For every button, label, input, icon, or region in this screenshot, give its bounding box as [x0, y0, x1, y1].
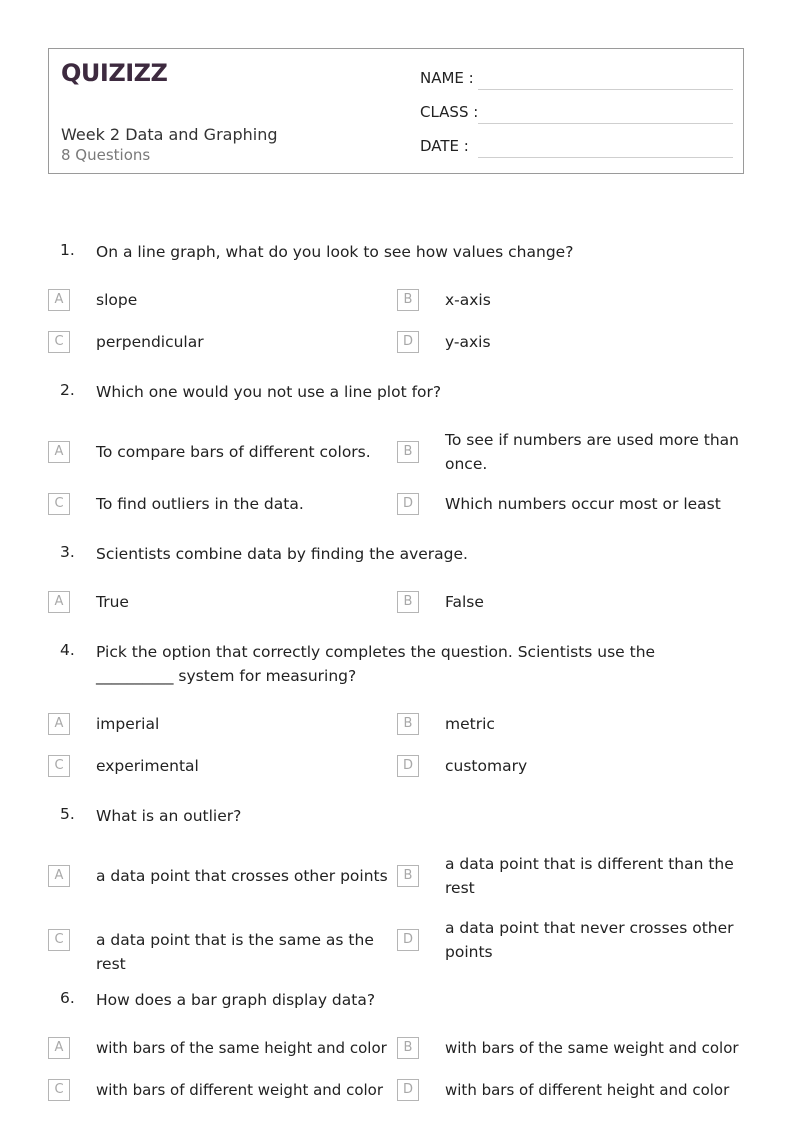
option-letter-box: B — [397, 1037, 419, 1059]
option-text: True — [96, 593, 129, 611]
option-letter-box: B — [397, 713, 419, 735]
option-letter-box: B — [397, 441, 419, 463]
option-text: slope — [96, 291, 138, 309]
class-line — [478, 123, 733, 124]
option-letter-box: C — [48, 1079, 70, 1101]
option-letter-box: C — [48, 755, 70, 777]
option-text: To see if numbers are used more than once. — [445, 431, 740, 473]
option-text: False — [445, 593, 484, 611]
option-text: with bars of the same height and color — [96, 1039, 387, 1057]
option-text: a data point that is the same as the rest — [96, 931, 374, 973]
question-text: How does a bar graph display data? — [96, 991, 376, 1009]
option-letter-box: D — [397, 331, 419, 353]
option-letter-box: C — [48, 493, 70, 515]
option-text: imperial — [96, 715, 160, 733]
worksheet-header — [48, 48, 744, 174]
option-text: y-axis — [445, 333, 491, 351]
question-text: On a line graph, what do you look to see how values change? — [96, 243, 574, 261]
option-letter-box: D — [397, 1079, 419, 1101]
option-text: Which numbers occur most or least — [445, 495, 721, 513]
question-number: 2. — [60, 381, 75, 399]
question-text: Pick the option that correctly completes the question. Scientists use the __________ system for measuring? — [96, 643, 656, 685]
worksheet-title: Week 2 Data and Graphing — [61, 125, 278, 144]
class-label: CLASS : — [420, 103, 479, 121]
option-letter-box: A — [48, 1037, 70, 1059]
option-letter-box: A — [48, 591, 70, 613]
option-letter-box: C — [48, 929, 70, 951]
question-number: 1. — [60, 241, 75, 259]
option-letter-box: A — [48, 441, 70, 463]
question-number: 6. — [60, 989, 75, 1007]
option-letter-box: A — [48, 865, 70, 887]
option-text: x-axis — [445, 291, 491, 309]
option-letter-box: D — [397, 755, 419, 777]
date-line — [478, 157, 733, 158]
option-text: perpendicular — [96, 333, 204, 351]
option-text: metric — [445, 715, 495, 733]
option-text: a data point that never crosses other points — [445, 919, 734, 961]
option-text: customary — [445, 757, 528, 775]
option-text: with bars of different weight and color — [96, 1081, 384, 1099]
question-number: 4. — [60, 641, 75, 659]
question-text: Scientists combine data by finding the average. — [96, 545, 468, 563]
name-line — [478, 89, 733, 90]
option-letter-box: B — [397, 289, 419, 311]
name-label: NAME : — [420, 69, 474, 87]
option-text: with bars of different height and color — [445, 1081, 730, 1099]
question-count: 8 Questions — [61, 146, 151, 164]
question-text: What is an outlier? — [96, 807, 242, 825]
option-letter-box: A — [48, 713, 70, 735]
option-letter-box: A — [48, 289, 70, 311]
option-letter-box: D — [397, 929, 419, 951]
quizizz-logo: QUIZIZZ — [61, 59, 168, 87]
option-letter-box: B — [397, 591, 419, 613]
option-text: experimental — [96, 757, 199, 775]
option-text: To find outliers in the data. — [96, 495, 304, 513]
option-letter-box: B — [397, 865, 419, 887]
option-text: a data point that is different than the rest — [445, 855, 734, 897]
question-number: 3. — [60, 543, 75, 561]
option-text: To compare bars of different colors. — [96, 443, 371, 461]
option-letter-box: D — [397, 493, 419, 515]
option-text: a data point that crosses other points — [96, 867, 388, 885]
option-letter-box: C — [48, 331, 70, 353]
question-number: 5. — [60, 805, 75, 823]
question-text: Which one would you not use a line plot for? — [96, 383, 442, 401]
date-label: DATE : — [420, 137, 469, 155]
option-text: with bars of the same weight and color — [445, 1039, 739, 1057]
